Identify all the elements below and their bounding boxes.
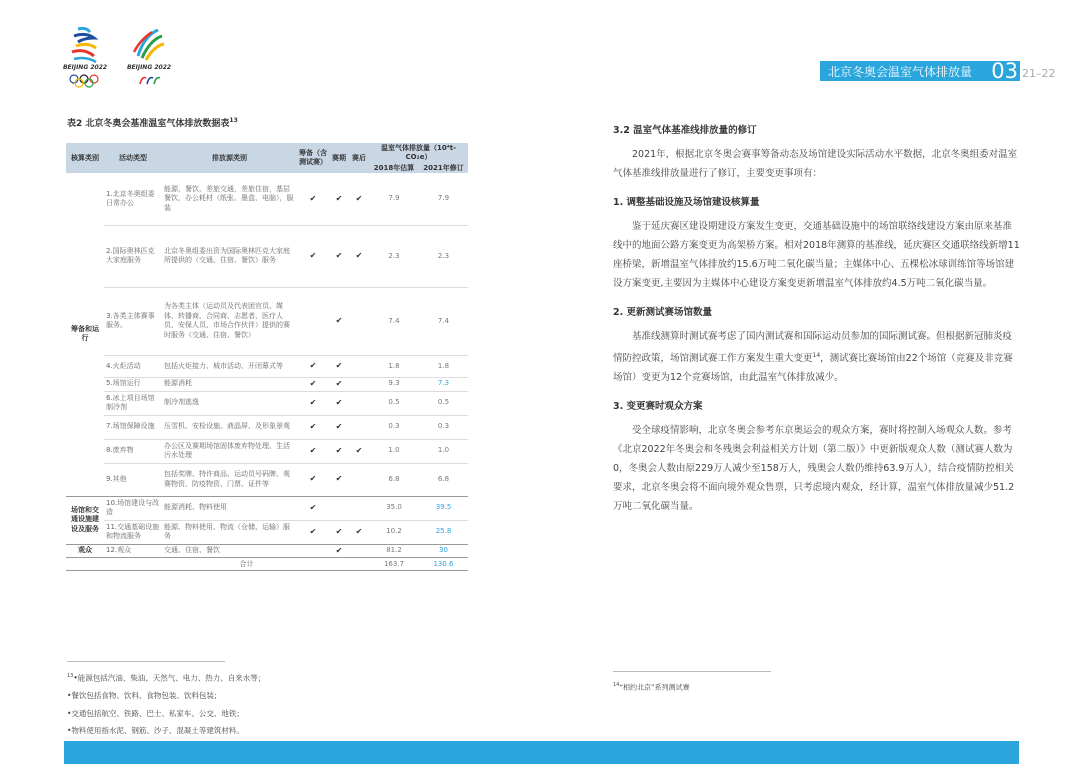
prep-check-cell: ✔ xyxy=(297,355,329,377)
source-cell: 制冷剂逃逸 xyxy=(162,391,297,415)
total-2021: 130.6 xyxy=(419,558,468,571)
activity-cell: 8.废弃物 xyxy=(104,439,162,463)
logo-caption: BEIJING 2022 xyxy=(62,64,108,71)
activity-cell: 11.交通基础设施和物流服务 xyxy=(104,520,162,544)
header-prep: 筹备（含测试赛） xyxy=(297,143,329,173)
value-2021-cell: 1.8 xyxy=(419,355,468,377)
bottom-band xyxy=(64,741,1019,764)
activity-cell: 6.冰上项目场馆制冷剂 xyxy=(104,391,162,415)
value-2018-cell: 0.5 xyxy=(369,391,419,415)
games-check-cell: ✔ xyxy=(329,377,349,391)
prep-check-cell xyxy=(297,544,329,558)
chapter-header-bar xyxy=(820,61,1020,81)
value-2021-cell: 7.4 xyxy=(419,287,468,355)
olympic-rings-icon xyxy=(60,74,110,88)
section-intro: 2021年，根据北京冬奥会赛事筹备动态及场馆建设实际活动水平数据，北京冬奥组委对温室气体基准线排放量进行了修订，主要变更事项有： xyxy=(613,149,1018,179)
source-cell: 能源消耗 xyxy=(162,377,297,391)
games-check-cell: ✔ xyxy=(329,287,349,355)
games-check-cell xyxy=(329,496,349,520)
header-post: 赛后 xyxy=(349,143,369,173)
footnote-ref: 14 xyxy=(812,352,821,359)
value-2021-cell: 6.8 xyxy=(419,463,468,496)
footnote-right: $^{14}$“相约北京”系列测试赛 xyxy=(613,682,690,692)
page-range: 21–22 xyxy=(1022,67,1056,80)
subsection-3-title: 3. 变更赛时观众方案 xyxy=(613,401,703,413)
value-2018-cell: 6.8 xyxy=(369,463,419,496)
table-row xyxy=(66,225,468,287)
footnote-line: •物料使用指水泥、钢筋、沙子、混凝土等建筑材料。 xyxy=(67,726,244,735)
table-row xyxy=(66,173,468,225)
value-2021-cell: 7.3 xyxy=(419,377,468,391)
olympic-emblem-icon xyxy=(60,26,110,64)
category-cell: 观众 xyxy=(66,544,104,558)
value-2018-cell: 9.3 xyxy=(369,377,419,391)
agitos-icon xyxy=(124,74,174,88)
post-check-cell xyxy=(349,287,369,355)
value-2018-cell: 7.9 xyxy=(369,173,419,225)
header-games: 赛期 xyxy=(329,143,349,173)
activity-cell: 5.场馆运行 xyxy=(104,377,162,391)
value-2021-cell: 25.8 xyxy=(419,520,468,544)
footnote-marker: 14 xyxy=(613,682,620,688)
section-3-2 xyxy=(613,122,1020,516)
source-cell: 包括奖牌、特许商品、运动员号码牌、观赛物资、防疫物资、门票、证件等 xyxy=(162,463,297,496)
source-cell: 能源消耗、物料使用 xyxy=(162,496,297,520)
activity-cell: 7.场馆保障设施 xyxy=(104,415,162,439)
prep-check-cell: ✔ xyxy=(297,520,329,544)
activity-cell: 4.火炬活动 xyxy=(104,355,162,377)
activity-cell: 1.北京冬奥组委日常办公 xyxy=(104,173,162,225)
games-check-cell: ✔ xyxy=(329,544,349,558)
games-check-cell: ✔ xyxy=(329,439,349,463)
table-row xyxy=(66,544,468,558)
prep-check-cell: ✔ xyxy=(297,377,329,391)
prep-check-cell: ✔ xyxy=(297,496,329,520)
footnote-divider xyxy=(67,661,225,662)
source-cell: 压雪机、安检设施、液晶屏、及形象景观 xyxy=(162,415,297,439)
total-label: 合计 xyxy=(66,558,369,571)
table-row xyxy=(66,377,468,391)
total-2018: 163.7 xyxy=(369,558,419,571)
value-2021-cell: 0.3 xyxy=(419,415,468,439)
header-2021: 2021年修订 xyxy=(419,163,468,174)
post-check-cell xyxy=(349,355,369,377)
source-cell: 北京冬奥组委出资为国际奥林匹克大家庭所提供的（交通、住宿、餐饮）服务 xyxy=(162,225,297,287)
source-cell: 包括火炬接力、城市活动、开闭幕式等 xyxy=(162,355,297,377)
table-title-text: 表2 北京冬奥会基准温室气体排放数据表 xyxy=(67,119,230,129)
footnotes-left xyxy=(67,668,265,740)
beijing-2022-paralympic-logo xyxy=(124,26,174,92)
post-check-cell xyxy=(349,391,369,415)
value-2021-cell: 1.0 xyxy=(419,439,468,463)
prep-check-cell: ✔ xyxy=(297,173,329,225)
activity-cell: 3.各类主体赛事服务。 xyxy=(104,287,162,355)
activity-cell: 12.观众 xyxy=(104,544,162,558)
games-check-cell: ✔ xyxy=(329,391,349,415)
footnote-marker: 13 xyxy=(67,673,74,679)
prep-check-cell: ✔ xyxy=(297,439,329,463)
post-check-cell: ✔ xyxy=(349,439,369,463)
post-check-cell xyxy=(349,463,369,496)
logos xyxy=(60,26,174,92)
value-2021-cell: 2.3 xyxy=(419,225,468,287)
table-row xyxy=(66,520,468,544)
games-check-cell: ✔ xyxy=(329,225,349,287)
header-2018: 2018年估算 xyxy=(369,163,419,174)
prep-check-cell xyxy=(297,287,329,355)
post-check-cell xyxy=(349,415,369,439)
category-cell: 筹备和运行 xyxy=(66,173,104,496)
footnote-line: $^{13}$•能源包括汽油、柴油、天然气、电力、热力、自来水等； xyxy=(67,673,266,683)
games-check-cell: ✔ xyxy=(329,463,349,496)
source-cell: 能源，餐饮，差旅交通，差旅住宿，基层餐饮，办公耗材（纸张、墨盒、电脑），服装 xyxy=(162,173,297,225)
table-row xyxy=(66,355,468,377)
prep-check-cell: ✔ xyxy=(297,225,329,287)
prep-check-cell: ✔ xyxy=(297,415,329,439)
games-check-cell: ✔ xyxy=(329,520,349,544)
chapter-number: 03 xyxy=(991,59,1018,83)
source-cell: 交通、住宿、餐饮 xyxy=(162,544,297,558)
value-2018-cell: 2.3 xyxy=(369,225,419,287)
footnote-divider xyxy=(613,671,771,672)
source-cell: 办公区及赛期场馆固体废弃物处理、生活污水处理 xyxy=(162,439,297,463)
table-row xyxy=(66,391,468,415)
subsection-2-text: 基准线测算时测试赛考虑了国内测试赛和国际运动员参加的国际测试赛。但根据新冠肺炎疫情防控政策，场馆测试赛工作方案发生重大变更$^{14}$，测试赛比赛场馆由22个场馆（竞赛及非竞赛场馆）变更为12个竞赛场馆，由此温室气体排放减少。 xyxy=(613,331,1013,384)
paralympic-emblem-icon xyxy=(124,26,174,64)
subsection-2-title: 2. 更新测试赛场馆数量 xyxy=(613,307,713,318)
games-check-cell: ✔ xyxy=(329,355,349,377)
games-check-cell: ✔ xyxy=(329,173,349,225)
total-row xyxy=(66,558,468,571)
section-heading: 3.2 温室气体基准线排放量的修订 xyxy=(613,125,757,136)
table-row xyxy=(66,496,468,520)
value-2021-cell: 39.5 xyxy=(419,496,468,520)
header-activity: 活动类型 xyxy=(104,143,162,173)
value-2018-cell: 81.2 xyxy=(369,544,419,558)
footnote-line: •交通包括航空、铁路、巴士、私家车、公交、地铁； xyxy=(67,708,244,718)
activity-cell: 9.其他 xyxy=(104,463,162,496)
source-cell: 为各类主体（运动员及代表团官员、媒体、转播商、合同商、志愿者、医疗人员、安保人员、市场合作伙伴）提供的赛时服务（交通、住宿、餐饮） xyxy=(162,287,297,355)
category-cell: 场馆和交通设施建设及服务 xyxy=(66,496,104,544)
chapter-title: 北京冬奥会温室气体排放量 xyxy=(828,64,973,79)
footnote-ref: 13 xyxy=(229,117,238,124)
prep-check-cell: ✔ xyxy=(297,391,329,415)
post-check-cell xyxy=(349,377,369,391)
activity-cell: 10.场馆建设与改造 xyxy=(104,496,162,520)
table-row xyxy=(66,287,468,355)
post-check-cell: ✔ xyxy=(349,520,369,544)
value-2021-cell: 0.5 xyxy=(419,391,468,415)
header-emission-group: 温室气体排放量（10⁴t-CO₂e） xyxy=(369,143,468,163)
activity-cell: 2.国际奥林匹克大家庭服务 xyxy=(104,225,162,287)
emission-table xyxy=(66,143,468,571)
value-2018-cell: 35.0 xyxy=(369,496,419,520)
post-check-cell xyxy=(349,544,369,558)
post-check-cell: ✔ xyxy=(349,225,369,287)
value-2021-cell: 30 xyxy=(419,544,468,558)
value-2018-cell: 1.8 xyxy=(369,355,419,377)
value-2021-cell: 7.9 xyxy=(419,173,468,225)
value-2018-cell: 0.3 xyxy=(369,415,419,439)
table-row xyxy=(66,463,468,496)
subsection-1-text: 鉴于延庆赛区建设期建设方案发生变更，交通基础设施中的场馆联络线建设方案由原来基准线中的地面公路方案变更为高架桥方案。相对2018年测算的基准线，延庆赛区交通联络线新增11座桥梁，新增温室气体排放约15.6万吨二氧化碳当量；主媒体中心、五棵松冰球训练馆等场馆建设方案变更,主要因为主媒体中心建设方案变更新增温室气体排放约4.5万吨二氧化碳当量。 xyxy=(613,221,1020,289)
header-category: 核算类别 xyxy=(66,143,104,173)
logo-caption: BEIJING 2022 xyxy=(126,64,172,71)
value-2018-cell: 1.0 xyxy=(369,439,419,463)
prep-check-cell: ✔ xyxy=(297,463,329,496)
post-check-cell: ✔ xyxy=(349,173,369,225)
beijing-2022-olympic-logo xyxy=(60,26,110,92)
header-source: 排放源类别 xyxy=(162,143,297,173)
value-2018-cell: 7.4 xyxy=(369,287,419,355)
subsection-3-text: 受全球疫情影响，北京冬奥会参考东京奥运会的观众方案，赛时将控制入场观众人数。参考《北京2022年冬奥会和冬残奥会利益相关方计划（第二版）》中更新版观众人数（测试赛人数为0，冬奥会人数由原229万人减少至158万人，残奥会人数仍维持63.9万人），结合疫情防控相关要求，北京冬奥会将不面向境外观众售票，只考虑境内观众，经计算，温室气体排放量减少51.2万吨二氧化碳当量。 xyxy=(613,425,1015,513)
post-check-cell xyxy=(349,496,369,520)
table-row xyxy=(66,415,468,439)
source-cell: 能源、物料使用、物流（仓储、运输）服务 xyxy=(162,520,297,544)
table-title xyxy=(67,116,238,129)
games-check-cell: ✔ xyxy=(329,415,349,439)
value-2018-cell: 10.2 xyxy=(369,520,419,544)
subsection-1-title: 1. 调整基础设施及场馆建设核算量 xyxy=(613,197,760,208)
footnote-line: •餐饮包括食物、饮料、食物包装、饮料包装； xyxy=(67,691,222,700)
table-row xyxy=(66,439,468,463)
